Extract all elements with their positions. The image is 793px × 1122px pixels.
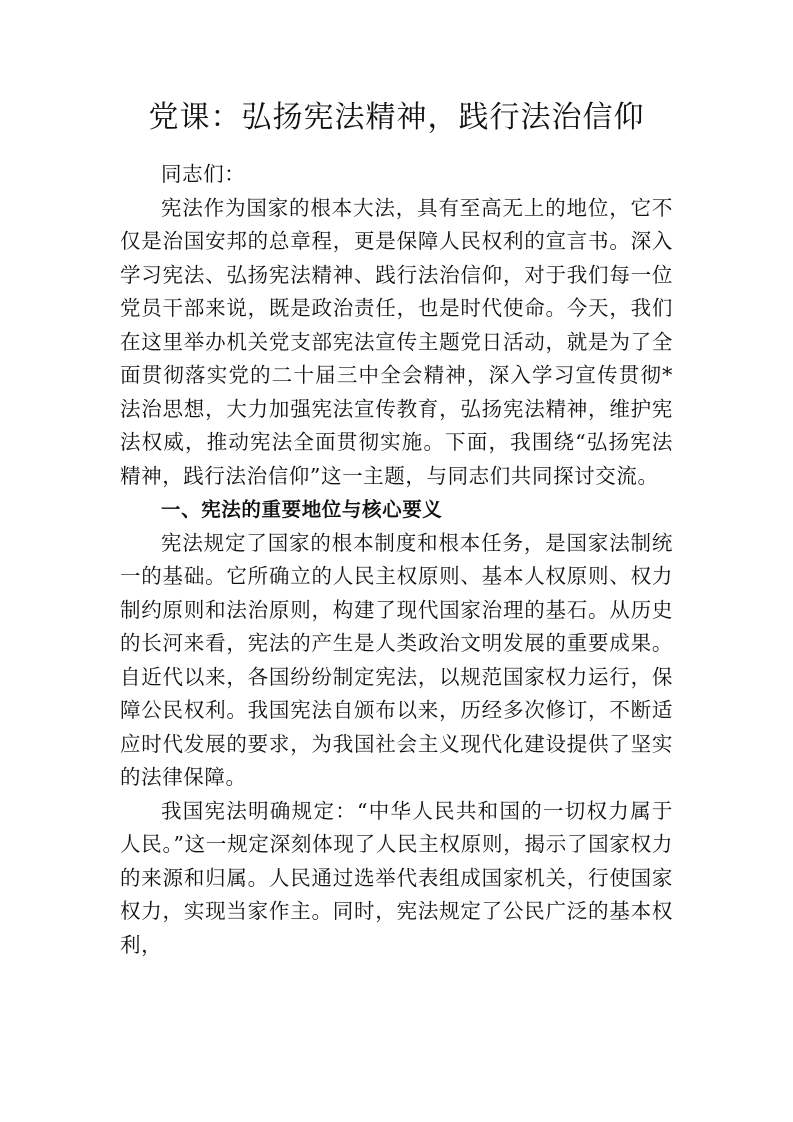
intro-paragraph: 宪法作为国家的根本大法，具有至高无上的地位，它不仅是治国安邦的总章程，更是保障人民权利的宣言书。深入学习宪法、弘扬宪法精神、践行法治信仰，对于我们每一位党员干部来说，既是政治责任，也是时代使命。今天，我们在这里举办机关党支部宪法宣传主题党日活动，就是为了全面贯彻落实党的二十届三中全会精神，深入学习宣传贯彻*法治思想，大力加强宪法宣传教育，弘扬宪法精神，维护宪法权威，推动宪法全面贯彻实施。下面，我围绕“弘扬宪法精神，践行法治信仰”这一主题，与同志们共同探讨交流。 bbox=[120, 195, 673, 488]
section1-paragraph-2: 我国宪法明确规定：“中华人民共和国的一切权力属于人民。”这一规定深刻体现了人民主权原则，揭示了国家权力的来源和归属。人民通过选举代表组成国家机关，行使国家权力，实现当家作主。同时，宪法规定了公民广泛的基本权利， bbox=[120, 798, 673, 957]
section-heading-1: 一、宪法的重要地位与核心要义 bbox=[161, 498, 443, 521]
document-body bbox=[120, 158, 673, 962]
document-title: 党课：弘扬宪法精神，践行法治信仰 bbox=[148, 100, 645, 135]
salutation: 同志们： bbox=[161, 162, 246, 186]
section1-paragraph-1: 宪法规定了国家的根本制度和根本任务，是国家法制统一的基础。它所确立的人民主权原则、基本人权原则、权力制约原则和法治原则，构建了现代国家治理的基石。从历史的长河来看，宪法的产生是人类政治文明发展的重要成果。自近代以来，各国纷纷制定宪法，以规范国家权力运行，保障公民权利。我国宪法自颁布以来，历经多次修订，不断适应时代发展的要求，为我国社会主义现代化建设提供了坚实的法律保障。 bbox=[120, 530, 673, 789]
